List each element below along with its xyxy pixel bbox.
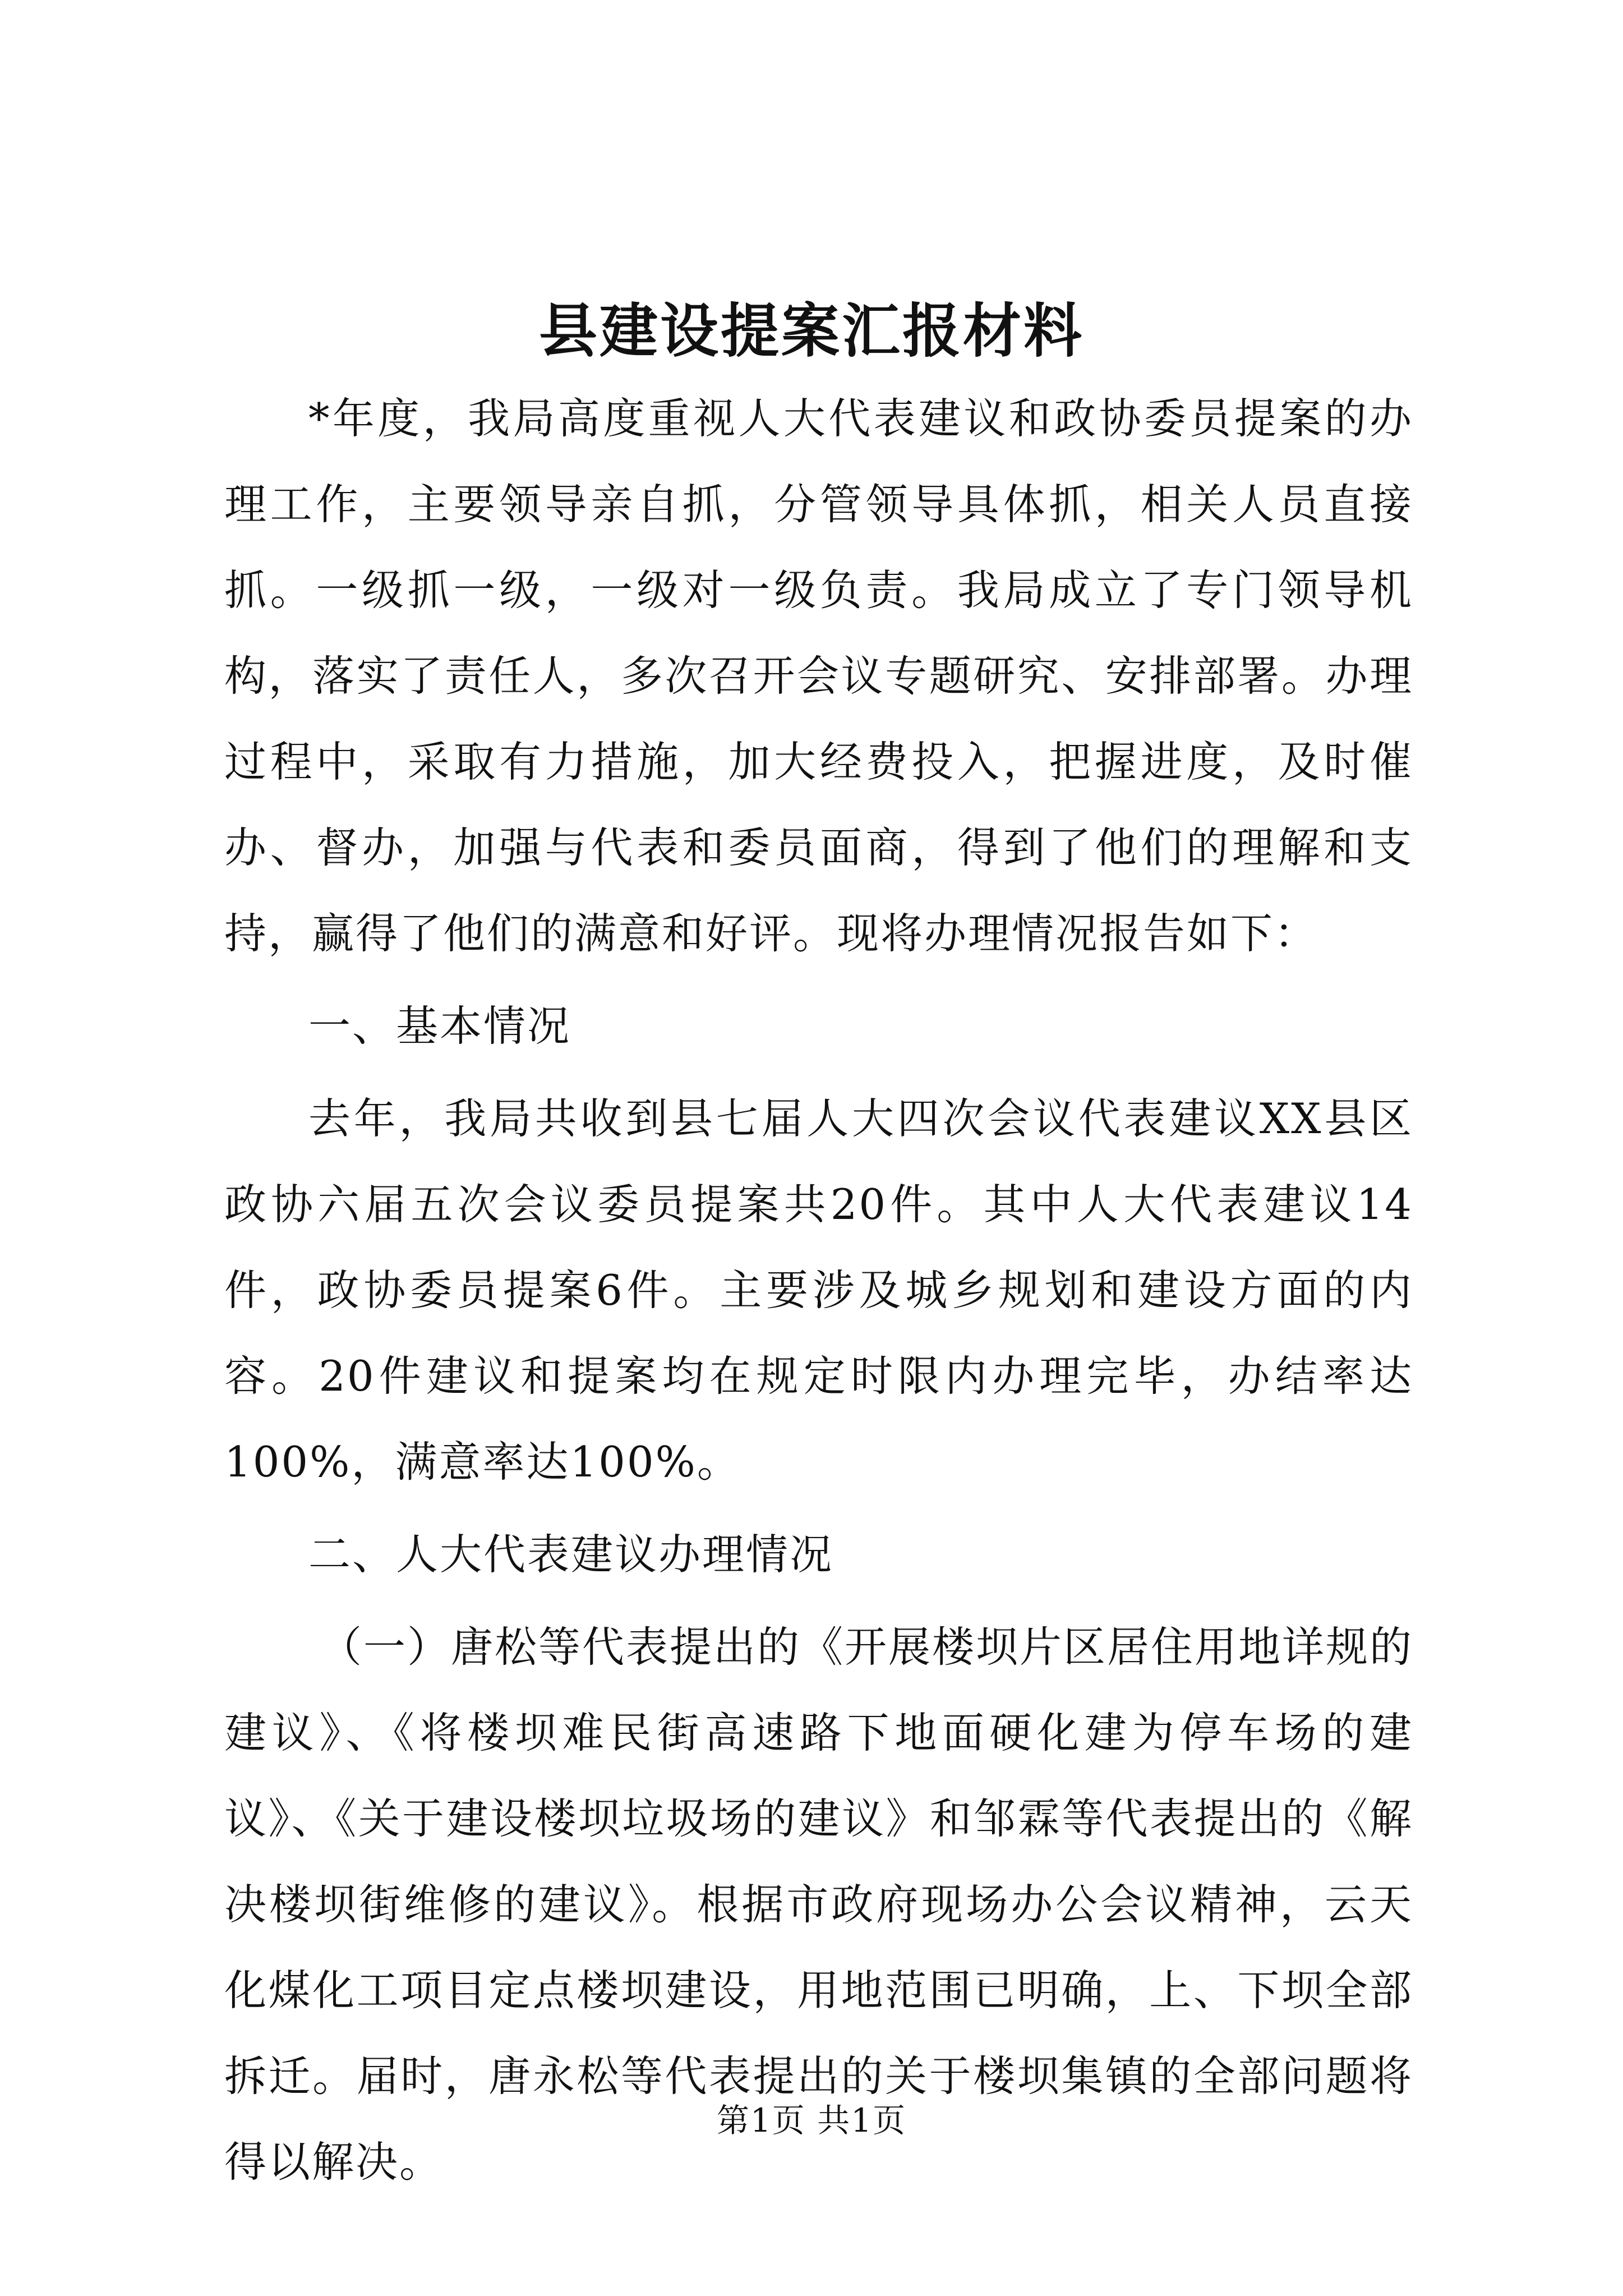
intro-paragraph: *年度，我局高度重视人大代表建议和政协委员提案的办理工作，主要领导亲自抓，分管领导具体抓，相关人员直接抓。一级抓一级，一级对一级负责。我局成立了专门领导机构，落实了责任人，多次召开会议专题研究、安排部署。办理过程中，采取有力措施，加大经费投入，把握进度，及时催办、督办，加强与代表和委员面商，得到了他们的理解和支持，赢得了他们的满意和好评。现将办理情况报告如下： (224, 394, 1413, 958)
item-one-paragraph: （一）唐松等代表提出的《开展楼坝片区居住用地详规的建议》、《将楼坝难民街高速路下地面硬化建为停车场的建议》、《关于建设楼坝垃圾场的建议》和邹霖等代表提出的《解决楼坝街维修的建议》。根据市政府现场办公会议精神，云天化煤化工项目定点楼坝建设，用地范围已明确，上、下坝全部拆迁。届时，唐永松等代表提出的关于楼坝集镇的全部问题将得以解决。 (224, 1622, 1414, 2187)
page-footer: 第1页 共1页 (716, 2101, 907, 2139)
document-title: 县建设提案汇报材料 (538, 296, 1084, 365)
basic-situation-paragraph: 去年，我局共收到县七届人大四次会议代表建议XX县区政协六届五次会议委员提案共20件。其中人大代表建议14件，政协委员提案6件。主要涉及城乡规划和建设方面的内容。20件建议和提案均在规定时限内办理完毕，办结率达100%，满意率达100%。 (224, 1094, 1413, 1487)
section-heading-basic: 一、基本情况 (308, 1001, 571, 1051)
document-body (224, 376, 1413, 2205)
section-heading-npc-suggestions: 二、人大代表建议办理情况 (308, 1530, 834, 1579)
